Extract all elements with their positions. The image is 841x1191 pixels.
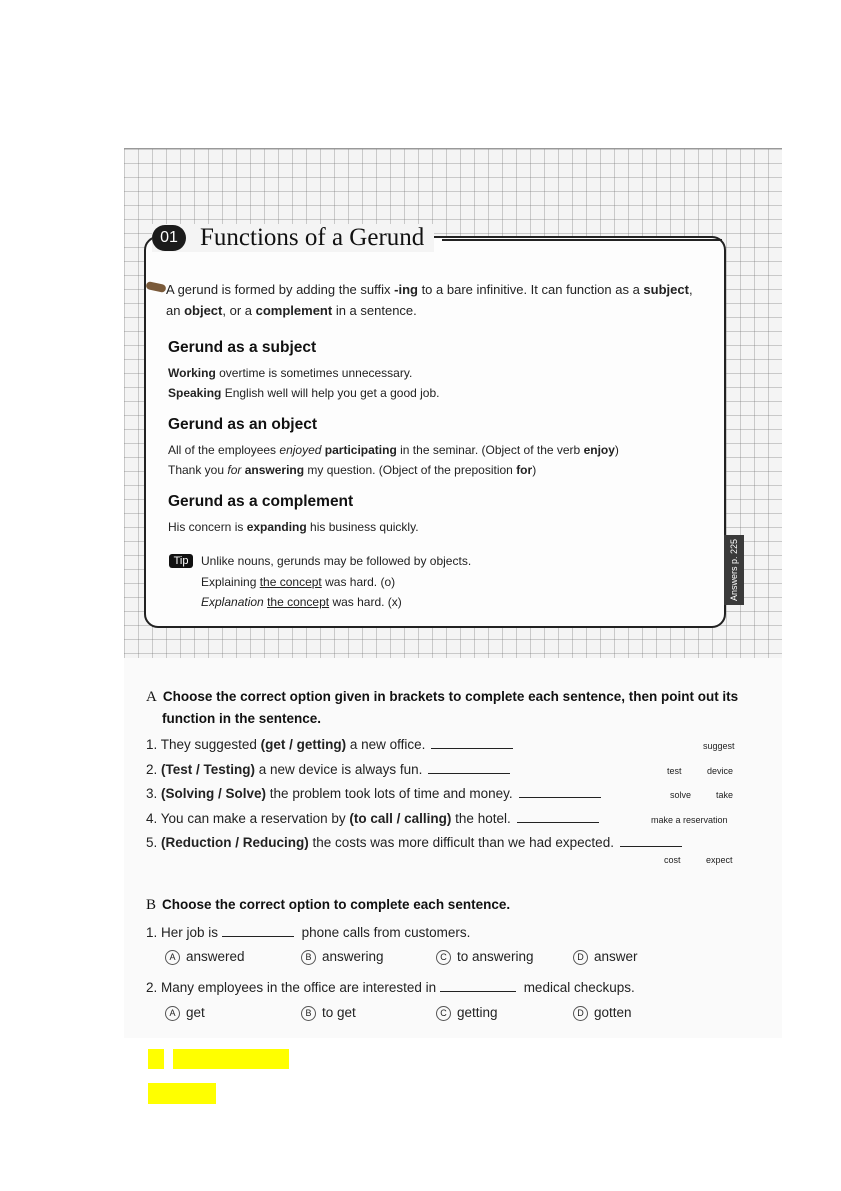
option-b1-d[interactable]: D answer [573,949,638,965]
subject-heading: Gerund as a subject [168,339,317,356]
highlight-mark [173,1049,289,1069]
option-mark-icon: A [165,1006,180,1021]
option-b1-a[interactable]: A answered [165,949,245,965]
intro-paragraph: A gerund is formed by adding the suffix -ing to a bare infinitive. It can function as a subject, an object, or a complement in a sentence. [166,282,693,318]
highlight-mark [148,1049,164,1069]
answer-blank[interactable] [517,812,599,823]
page-title: Functions of a Gerund [200,224,425,251]
hint-word: expect [706,855,733,865]
hint-word: device [707,766,734,776]
option-mark-icon: D [573,1006,588,1021]
option-b2-c[interactable]: C getting [436,1005,498,1021]
question-b1: 1. Her job is phone calls from customers. [146,925,471,940]
question-a3: 3. (Solving / Solve) the problem took lots of time and money. [146,786,601,801]
hint-word: test [667,766,682,776]
hint-word: take [716,790,734,800]
tip-examples: Explaining the concept was hard. (o) Explanation the concept was hard. (x) [201,575,402,609]
tip-badge: Tip [169,554,193,568]
lesson-number-badge: 01 [152,225,186,251]
complement-example: His concern is expanding his business quickly. [168,520,419,534]
highlight-mark [148,1083,216,1104]
answer-blank[interactable] [431,738,513,749]
option-mark-icon: B [301,950,316,965]
option-b2-b[interactable]: B to get [301,1005,356,1021]
option-b2-a[interactable]: A get [165,1005,205,1021]
answer-blank[interactable] [519,787,601,798]
section-a-instruction: A Choose the correct option given in brackets to complete each sentence, then point out its function in the sentence. [146,689,739,726]
answers-side-tab: Answers p. 225 [724,535,744,605]
answer-blank[interactable] [428,763,510,774]
option-mark-icon: A [165,950,180,965]
answer-blank[interactable] [222,926,294,937]
option-mark-icon: B [301,1006,316,1021]
question-a4: 4. You can make a reservation by (to call / calling) the hotel. [146,811,599,826]
complement-heading: Gerund as a complement [168,493,354,510]
title-rule [442,239,722,241]
subject-examples: Working overtime is sometimes unnecessary. Speaking English well will help you get a good job. [168,366,440,400]
question-a1: 1. They suggested (get / getting) a new office. [146,737,513,752]
hint-word: solve [670,790,692,800]
hint-word: cost [664,855,681,865]
object-examples: All of the employees enjoyed participating in the seminar. (Object of the verb enjoy) Thank you for answering my question. (Object of the preposition for) [168,443,619,477]
hint-word: suggest [703,741,735,751]
question-a2: 2. (Test / Testing) a new device is always fun. [146,762,510,777]
tip-text: Unlike nouns, gerunds may be followed by objects. [201,554,472,568]
option-b1-c[interactable]: C to answering [436,949,534,965]
hint-word: make a reservation [651,815,728,825]
option-mark-icon: C [436,950,451,965]
answer-blank[interactable] [440,981,516,992]
option-b1-b[interactable]: B answering [301,949,384,965]
question-b2: 2. Many employees in the office are interested in medical checkups. [146,980,635,995]
option-b2-d[interactable]: D gotten [573,1005,632,1021]
option-mark-icon: C [436,1006,451,1021]
card-header [152,224,434,252]
section-b-instruction: B Choose the correct option to complete each sentence. [146,897,511,913]
object-heading: Gerund as an object [168,416,318,433]
answer-blank[interactable] [620,836,682,847]
question-a5: 5. (Reduction / Reducing) the costs was more difficult than we had expected. [146,835,682,850]
option-mark-icon: D [573,950,588,965]
